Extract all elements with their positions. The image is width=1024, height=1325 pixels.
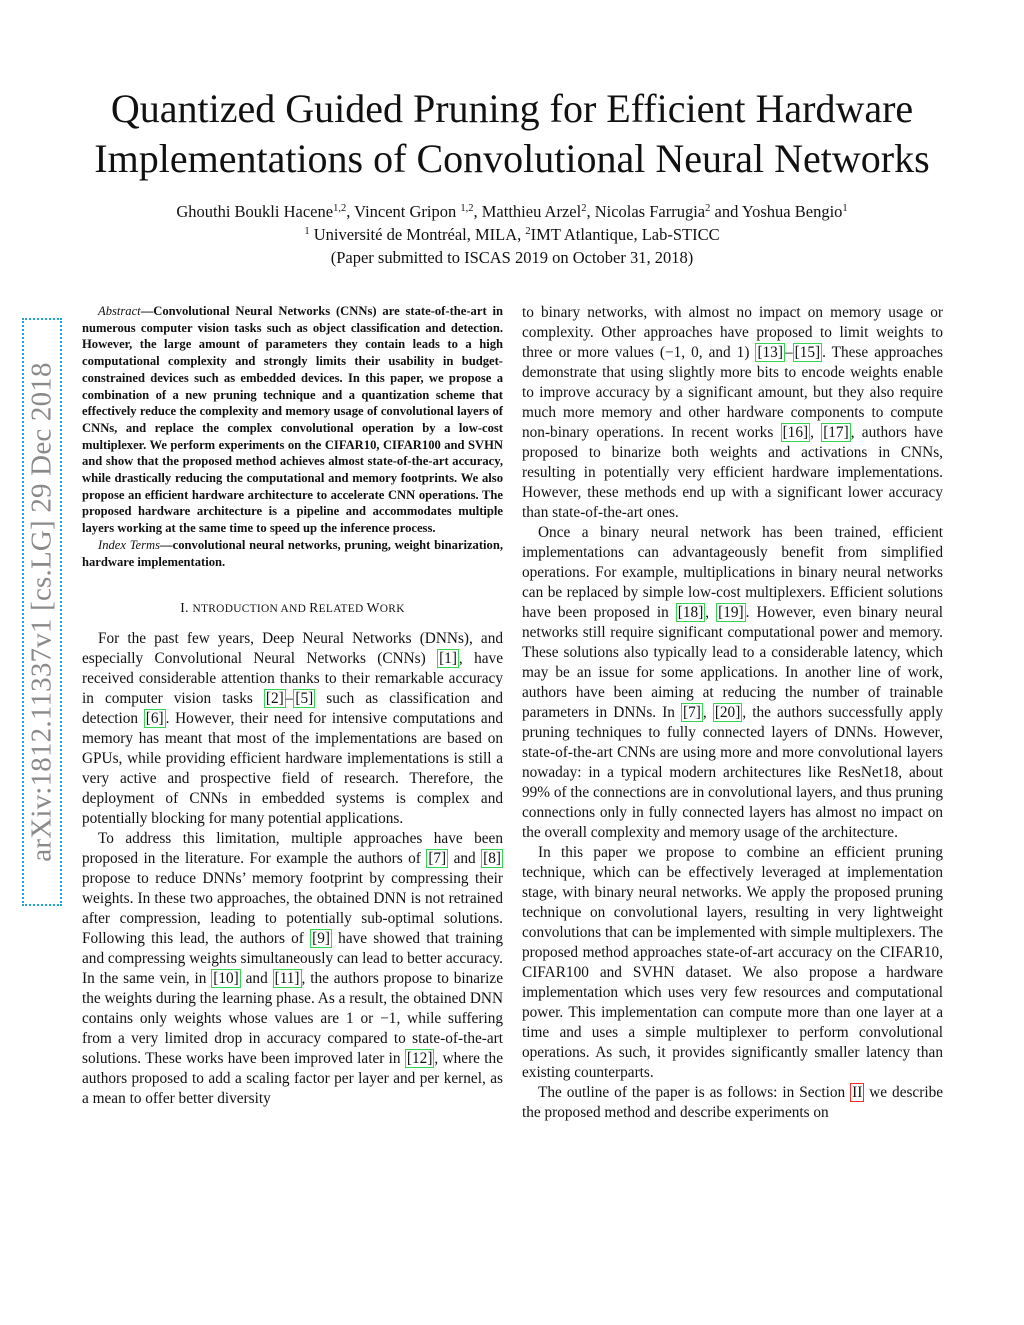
affiliation-1: Université de Montréal, MILA,	[309, 225, 526, 244]
section-title-part: W	[366, 600, 380, 616]
introduction-text-left	[82, 629, 503, 1109]
author-name: Yoshua Bengio	[741, 202, 843, 221]
citation-link[interactable]: [18]	[677, 604, 704, 621]
text-run: . However, their need for intensive computations and memory has meant that most of the implementations are based on GPUs, while providing efficient hardware implementations is still a very active and prospective field of research. Therefore, the deployment of CNNs in embedded systems is complex and potentially blocking for many potential applications.	[82, 710, 504, 828]
citation-link[interactable]: [20]	[714, 704, 741, 721]
author-name: Matthieu Arzel	[481, 202, 582, 221]
author-separator: ,	[473, 202, 482, 221]
citation-link[interactable]: [8]	[483, 850, 501, 868]
citation-link[interactable]: [17]	[823, 424, 849, 441]
paper-title-line-1: Quantized Guided Pruning for Efficient Hardware	[110, 86, 914, 131]
text-run: ,	[702, 704, 713, 721]
index-terms-label: Index Terms	[98, 537, 161, 552]
section-title-part: ELATED	[318, 603, 367, 616]
paragraph: In this paper we propose to combine an efficient pruning technique, which can be effectively leveraged at implementation stage, with binary neural networks. We apply the proposed pruning technique on convolutional layers, resulting in very lightweight convolutions that can be implemented with simple multiplexers. The proposed method approaches state-of-art accuracy on the CIFAR10, CIFAR100 and SVHN dataset. We also propose a hardware implementation which uses very few resources and computational power. This implementation can compute more than one layer at a time and uses a simple multiplexer to perform convolutional operations. As such, it provides significantly smaller latency than existing counterparts.	[522, 844, 943, 1081]
text-run: have showed that training and compressing weights simultaneously can lead to better accuracy. In the same vein, in	[82, 930, 503, 988]
arxiv-identifier-text: arXiv:1812.11337v1 [cs.LG] 29 Dec 2018	[25, 362, 58, 862]
abstract	[82, 303, 503, 570]
citation-link[interactable]: [16]	[782, 424, 809, 441]
paragraph	[522, 523, 943, 843]
index-terms-text: —convolutional neural networks, pruning, weight binarization, hardware implementation.	[82, 537, 503, 569]
text-run: Once a binary neural network has been trained, efficient implementations can advantageously benefit from simplified operations. For example, multiplications in binary neural networks can be replaced by simple low-cost multiplexers. Efficient solutions have been proposed in	[522, 524, 943, 621]
citation-link[interactable]: [7]	[428, 850, 447, 868]
section-title-part: R	[309, 600, 319, 616]
author-name: Vincent Gripon	[354, 202, 461, 221]
text-run: , authors have proposed to binarize both weights and activations in CNNs, resulting in potentially very efficient hardware implementations. However, these methods end up with a significant lower accuracy than state-of-the-art ones.	[522, 424, 943, 521]
text-run: to binary networks, with almost no impact on memory usage or complexity. Other approaches have proposed to limit weights to three or more values (−1, 0, and 1)	[522, 304, 943, 361]
text-run: For the past few years, Deep Neural Networks (DNNs), and especially Convolutional Neural Networks (CNNs)	[82, 630, 503, 668]
affiliation-mark: 2	[525, 226, 531, 237]
text-run: we describe the proposed method and describe experiments on	[522, 1084, 944, 1121]
author-affiliation-mark: 2	[705, 203, 711, 214]
citation-link[interactable]: [13]	[757, 344, 783, 361]
citation-link[interactable]: [10]	[213, 970, 239, 988]
citation-link[interactable]: [9]	[312, 930, 330, 948]
citation-link[interactable]: [2]	[265, 690, 284, 708]
paragraph	[82, 629, 503, 829]
citation-link[interactable]: [11]	[274, 970, 300, 988]
abstract-text: —Convolutional Neural Networks (CNNs) are state-of-the-art in numerous computer vision tasks such as object classification and detection. However, the large amount of parameters they contain leads to a high computational complexity and strongly limits their usability in budget-constrained devices such as embedded devices. In this paper, we propose a combination of a new pruning technique and a quantization scheme that effectively reduce the complexity and memory usage of convolutional layers of CNNs, and replace the complex convolutional operation by a low-cost multiplexer. We perform experiments on the CIFAR10, CIFAR100 and SVHN and show that the proposed method achieves almost state-of-the-art accuracy, while drastically reducing the computational and memory footprints. We also propose an efficient hardware architecture to accelerate CNN operations. The proposed hardware architecture is a pipeline and accommodates multiple layers working at the same time to speed up the inference process.	[82, 304, 503, 536]
text-run: ,	[705, 604, 717, 621]
author-separator: ,	[586, 202, 595, 221]
author-name: Ghouthi Boukli Hacene	[176, 202, 334, 221]
author-separator: and	[710, 202, 742, 221]
citation-link[interactable]: [7]	[683, 704, 701, 721]
author-list	[60, 200, 964, 223]
paragraph	[522, 303, 943, 523]
text-run: –	[285, 690, 294, 708]
paragraph	[82, 829, 503, 1109]
text-run: The outline of the paper is as follows: in Section	[538, 1084, 851, 1101]
section-number: I.	[180, 600, 193, 616]
text-run: , the authors successfully apply pruning techniques to fully connected layers of DNNs. However, state-of-the-art CNNs are using more and more convolutional layers nowaday: in a typical modern architectures like ResNet18, about 99% of the connections are in convolutional layers, and thus pruning connections only in fully connected layers has almost no impact on the overall complexity and memory usage of the architecture.	[522, 704, 943, 841]
text-run: –	[784, 344, 793, 361]
author-affiliation-mark: 1,2	[460, 203, 474, 214]
right-column	[522, 303, 943, 1123]
section-title-part: NTRODUCTION AND	[192, 603, 310, 616]
citation-link[interactable]: [1]	[439, 650, 457, 668]
section-reference-link[interactable]: II	[852, 1084, 863, 1101]
paragraph	[522, 1083, 943, 1123]
arxiv-identifier-stamp[interactable]	[22, 318, 62, 906]
text-run: To address this limitation, multiple approaches have been proposed in the literature. For example the authors of	[82, 830, 503, 868]
abstract-label: Abstract	[98, 304, 141, 318]
affiliations	[60, 223, 964, 246]
author-separator: ,	[346, 202, 355, 221]
text-run: . However, even binary neural networks still require significant computational power and memory. These solutions also typically lead to a considerable latency, which may be an issue for some applications. In another line of work, authors have been aiming at reducing the number of trainable parameters in DNNs. In	[522, 604, 943, 721]
section-heading-introduction	[82, 600, 503, 616]
text-run: and	[448, 850, 482, 868]
author-affiliation-mark: 2	[581, 203, 587, 214]
affiliation-2: IMT Atlantique, Lab-STICC	[530, 225, 720, 244]
citation-link[interactable]: [6]	[145, 710, 164, 728]
introduction-text-right	[522, 303, 943, 1123]
affiliation-mark: 1	[304, 226, 310, 237]
text-run: propose to reduce DNNs’ memory footprint by compressing their weights. In these two approaches, the obtained DNN is not retrained after compression, leading to potentially sub-optimal solutions. Following this lead, the authors of	[82, 870, 503, 948]
paper-title	[60, 84, 964, 184]
text-run: . These approaches demonstrate that using slightly more bits to encode weights enable to improve accuracy by a significant amount, but they also require much more memory and other hardware components to compute non-binary operations. In recent works	[522, 344, 943, 441]
citation-link[interactable]: [5]	[295, 690, 314, 708]
citation-link[interactable]: [19]	[718, 604, 744, 621]
paper-title-line-2: Implementations of Convolutional Neural Networks	[94, 136, 930, 181]
section-title-part: ORK	[379, 603, 405, 616]
text-run: ,	[810, 424, 822, 441]
author-affiliation-mark: 1	[842, 203, 848, 214]
author-name: Nicolas Farrugia	[594, 202, 706, 221]
text-run: such as classification and detection	[82, 690, 503, 728]
submission-note: (Paper submitted to ISCAS 2019 on October 31, 2018)	[330, 248, 694, 267]
citation-link[interactable]: [15]	[794, 344, 821, 361]
left-column	[82, 303, 503, 1109]
text-run: , where the authors proposed to add a scaling factor per layer and per kernel, as a mean to offer better diversity	[82, 1050, 503, 1108]
author-affiliation-mark: 1,2	[333, 203, 347, 214]
author-block	[60, 200, 964, 269]
text-run: , have received considerable attention thanks to their remarkable accuracy in computer vision tasks	[82, 650, 503, 708]
text-run: , the authors propose to binarize the weights during the learning phase. As a result, the obtained DNN contains only weights whose values are 1 or −1, while suffering from a very limited drop in accuracy compared to state-of-the-art solutions. These works have been improved later in	[82, 970, 503, 1068]
citation-link[interactable]: [12]	[406, 1050, 433, 1068]
text-run: and	[240, 970, 273, 988]
